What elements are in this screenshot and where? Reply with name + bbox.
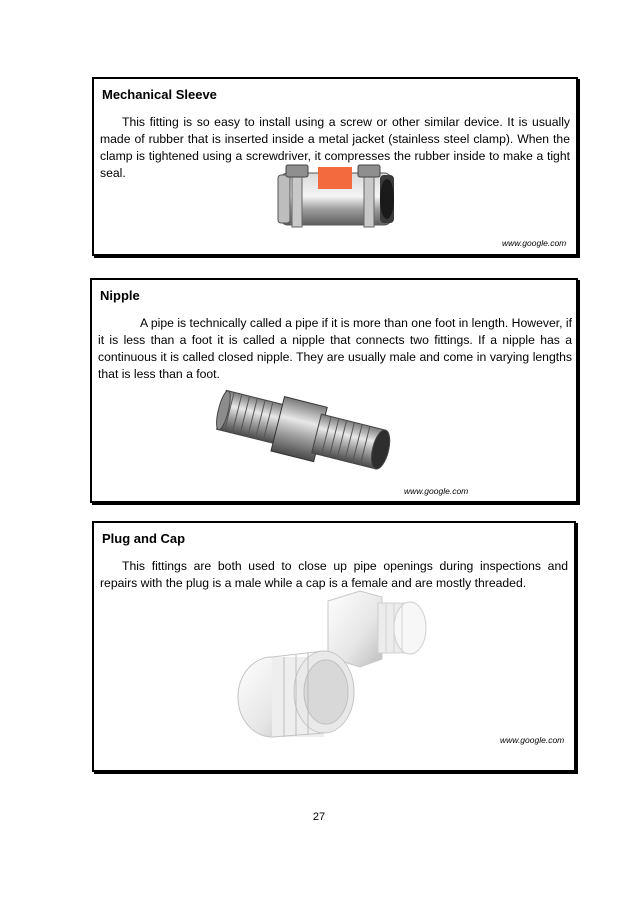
plug-and-cap-icon [232, 585, 432, 743]
page-number: 27 [312, 811, 326, 823]
pipe-nipple-icon [212, 388, 392, 480]
image-credit: www.google.com [502, 238, 567, 248]
section-body: A pipe is technically called a pipe if it is more than one foot in length. However, if it is less than a foot it is called a nipple that connects two fittings. If a nipple has a continuous it is called closed nipple. They are usually male and come in varying lengths that is less than a foot. [98, 316, 572, 381]
image-credit: www.google.com [500, 735, 565, 745]
section-title: Plug and Cap [102, 531, 186, 546]
mechanical-sleeve-icon [274, 163, 402, 233]
section-body: This fitting is so easy to install using a screw or other similar device. It is usually made of rubber that is inserted inside a metal jacket (stainless steel clamp). When the clamp is tightened using a screwdriver, it compresses the rubber inside to make a tight seal. [100, 115, 570, 180]
section-mechanical-sleeve [92, 77, 578, 256]
section-title: Mechanical Sleeve [102, 87, 217, 102]
image-credit: www.google.com [404, 486, 469, 496]
section-title: Nipple [100, 288, 140, 303]
section-plug-and-cap [92, 521, 576, 772]
section-body: This fittings are both used to close up pipe openings during inspections and repairs with the plug is a male while a cap is a female and are mostly threaded. [100, 559, 568, 590]
section-nipple [90, 278, 578, 503]
